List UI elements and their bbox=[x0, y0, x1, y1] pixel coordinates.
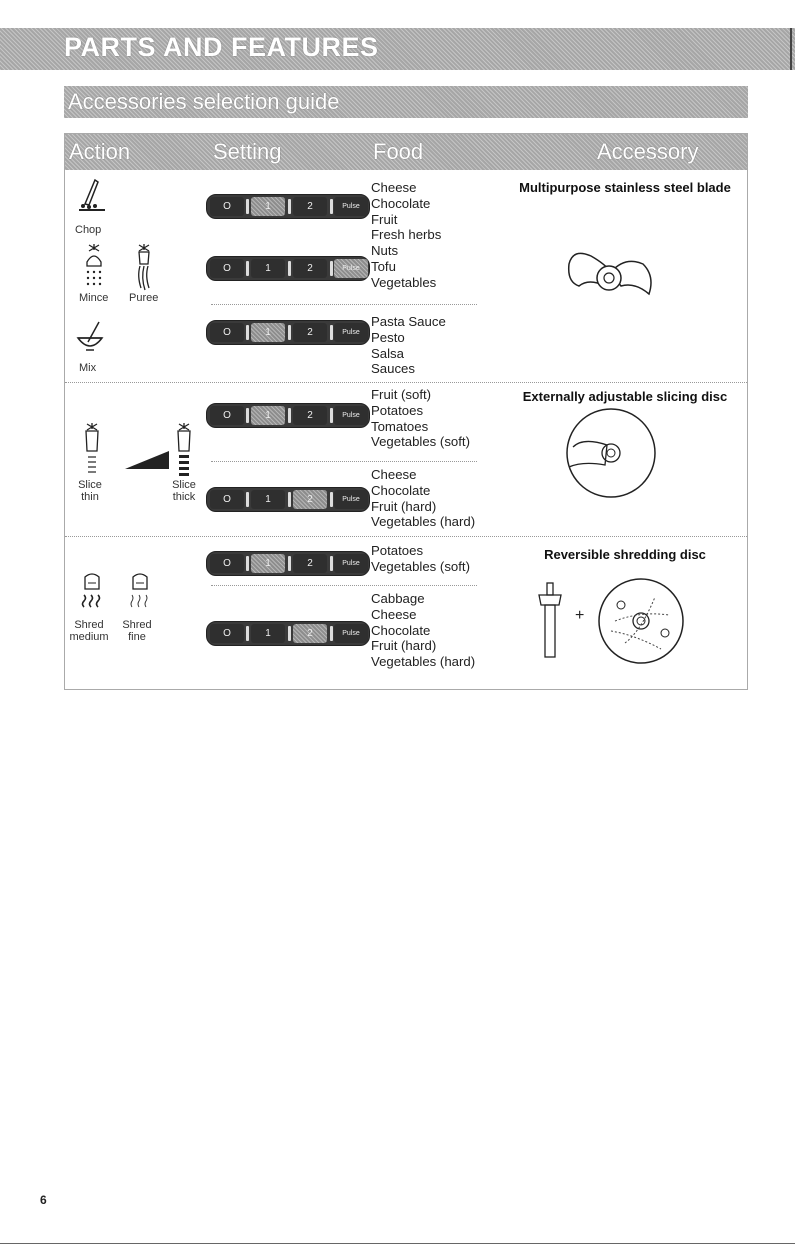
segment-divider bbox=[330, 199, 333, 214]
speed-setting-segment: 2 bbox=[293, 259, 327, 278]
segment-divider bbox=[246, 556, 249, 571]
table-row bbox=[65, 382, 747, 537]
puree-icon bbox=[133, 242, 155, 292]
section-banner bbox=[0, 28, 795, 70]
row-divider bbox=[211, 304, 477, 305]
banner-rule bbox=[790, 28, 792, 70]
food-item: Vegetables (soft) bbox=[371, 558, 470, 574]
segment-divider bbox=[288, 408, 291, 423]
food-item: Sauces bbox=[371, 361, 415, 377]
footer-rule bbox=[0, 1243, 795, 1244]
food-item: Potatoes bbox=[371, 402, 424, 418]
segment-divider bbox=[246, 626, 249, 641]
speed-setting-segment: 1 bbox=[251, 554, 285, 573]
food-item: Chocolate bbox=[371, 622, 431, 638]
speed-setting-segment: 1 bbox=[251, 490, 285, 509]
segment-divider bbox=[330, 325, 333, 340]
segment-divider bbox=[288, 492, 291, 507]
accessories-table bbox=[64, 133, 748, 690]
food-list bbox=[371, 180, 441, 291]
food-item: Tofu bbox=[371, 258, 396, 274]
action-puree-label: Puree bbox=[129, 292, 159, 304]
food-item: Fruit (soft) bbox=[371, 387, 432, 402]
food-list bbox=[371, 467, 475, 530]
speed-control-image bbox=[206, 256, 370, 281]
food-item: Tomatoes bbox=[371, 418, 429, 434]
food-item: Vegetables bbox=[371, 274, 437, 290]
food-item: Cheese bbox=[371, 467, 417, 482]
food-list bbox=[371, 387, 470, 450]
speed-setting-segment: 2 bbox=[293, 490, 327, 509]
action-mix-label: Mix bbox=[79, 362, 97, 374]
food-item: Fruit (hard) bbox=[371, 638, 437, 654]
food-item: Pesto bbox=[371, 329, 405, 345]
speed-setting-segment: O bbox=[210, 490, 244, 509]
food-item: Chocolate bbox=[371, 195, 431, 211]
shred-medium-icon bbox=[79, 573, 105, 613]
header-setting: Setting bbox=[213, 139, 282, 164]
segment-divider bbox=[288, 261, 291, 276]
speed-setting-segment: 1 bbox=[251, 406, 285, 425]
speed-setting-segment: 2 bbox=[293, 406, 327, 425]
mince-icon bbox=[83, 242, 105, 290]
food-item: Pasta Sauce bbox=[371, 314, 446, 329]
speed-setting-segment: O bbox=[210, 259, 244, 278]
segment-divider bbox=[246, 199, 249, 214]
segment-divider bbox=[288, 626, 291, 641]
food-item: Potatoes bbox=[371, 543, 424, 558]
accessory-name: Reversible shredding disc bbox=[544, 547, 706, 562]
food-item: Cheese bbox=[371, 180, 417, 195]
speed-setting-segment: O bbox=[210, 197, 244, 216]
shredding-disc-icon bbox=[595, 575, 687, 667]
segment-divider bbox=[246, 325, 249, 340]
action-chop-label: Chop bbox=[75, 224, 102, 236]
speed-setting-segment: 2 bbox=[293, 554, 327, 573]
speed-setting-segment: O bbox=[210, 624, 244, 643]
food-item: Fruit (hard) bbox=[371, 498, 437, 514]
disc-stem-icon bbox=[535, 581, 565, 661]
accessory-name: Multipurpose stainless steel blade bbox=[519, 180, 731, 195]
speed-setting-segment: Pulse bbox=[334, 323, 368, 342]
action-shred-medium-label: Shred medium bbox=[69, 619, 109, 643]
segment-divider bbox=[246, 492, 249, 507]
segment-divider bbox=[246, 261, 249, 276]
speed-control-image bbox=[206, 551, 370, 576]
slicing-disc-icon bbox=[559, 407, 663, 499]
segment-divider bbox=[330, 556, 333, 571]
speed-setting-segment: 2 bbox=[293, 323, 327, 342]
accessory-name: Externally adjustable slicing disc bbox=[522, 389, 728, 404]
speed-setting-segment: 1 bbox=[251, 197, 285, 216]
food-item: Fresh herbs bbox=[371, 227, 442, 243]
speed-setting-segment: O bbox=[210, 554, 244, 573]
action-slice-thin-label: Slice thin bbox=[78, 479, 102, 503]
food-item: Cabbage bbox=[371, 591, 425, 606]
banner-title: PARTS AND FEATURES bbox=[64, 32, 379, 62]
food-item: Salsa bbox=[371, 345, 404, 361]
table-header bbox=[65, 134, 747, 170]
segment-divider bbox=[330, 408, 333, 423]
food-list bbox=[371, 543, 470, 575]
row-divider bbox=[211, 585, 477, 586]
segment-divider bbox=[246, 408, 249, 423]
page-number: 6 bbox=[40, 1193, 47, 1207]
speed-setting-segment: 2 bbox=[293, 197, 327, 216]
guide-title-bar bbox=[64, 86, 748, 118]
row-divider bbox=[211, 461, 477, 462]
speed-setting-segment: O bbox=[210, 323, 244, 342]
segment-divider bbox=[288, 199, 291, 214]
table-row bbox=[65, 170, 747, 382]
speed-setting-segment: 1 bbox=[251, 259, 285, 278]
blade-icon bbox=[565, 242, 657, 304]
header-accessory: Accessory bbox=[597, 139, 699, 164]
food-item: Vegetables (hard) bbox=[371, 514, 476, 530]
segment-divider bbox=[330, 261, 333, 276]
speed-control-image bbox=[206, 403, 370, 428]
action-mince-label: Mince bbox=[79, 292, 109, 304]
speed-setting-segment: Pulse bbox=[334, 554, 368, 573]
segment-divider bbox=[288, 556, 291, 571]
speed-setting-segment: O bbox=[210, 406, 244, 425]
plus-sign: + bbox=[575, 607, 585, 624]
speed-setting-segment: Pulse bbox=[334, 259, 368, 278]
action-slice-thick-label: Slice thick bbox=[172, 479, 196, 503]
food-list bbox=[371, 314, 446, 377]
header-food: Food bbox=[373, 139, 424, 164]
speed-control-image bbox=[206, 487, 370, 512]
speed-setting-segment: Pulse bbox=[334, 406, 368, 425]
header-action: Action bbox=[69, 139, 131, 164]
speed-setting-segment: Pulse bbox=[334, 490, 368, 509]
speed-setting-segment: 2 bbox=[293, 624, 327, 643]
speed-control-image bbox=[206, 320, 370, 345]
food-item: Fruit bbox=[371, 211, 398, 227]
guide-title: Accessories selection guide bbox=[68, 89, 340, 114]
table-row bbox=[65, 536, 747, 691]
food-list bbox=[371, 591, 475, 670]
shred-fine-icon bbox=[127, 573, 153, 613]
food-item: Chocolate bbox=[371, 482, 431, 498]
chop-icon bbox=[73, 174, 109, 214]
food-item: Vegetables (soft) bbox=[371, 434, 470, 450]
thickness-wedge-icon bbox=[123, 449, 171, 471]
mix-icon bbox=[75, 320, 105, 354]
speed-control-image bbox=[206, 621, 370, 646]
food-item: Cheese bbox=[371, 606, 417, 622]
food-item: Nuts bbox=[371, 243, 399, 259]
carrot-slice-thin-icon bbox=[81, 421, 103, 477]
segment-divider bbox=[330, 492, 333, 507]
action-shred-fine-label: Shred fine bbox=[122, 619, 152, 643]
speed-setting-segment: 1 bbox=[251, 323, 285, 342]
segment-divider bbox=[330, 626, 333, 641]
carrot-slice-thick-icon bbox=[173, 421, 195, 477]
speed-setting-segment: 1 bbox=[251, 624, 285, 643]
segment-divider bbox=[288, 325, 291, 340]
speed-control-image bbox=[206, 194, 370, 219]
speed-setting-segment: Pulse bbox=[334, 624, 368, 643]
food-item: Vegetables (hard) bbox=[371, 654, 476, 670]
speed-setting-segment: Pulse bbox=[334, 197, 368, 216]
